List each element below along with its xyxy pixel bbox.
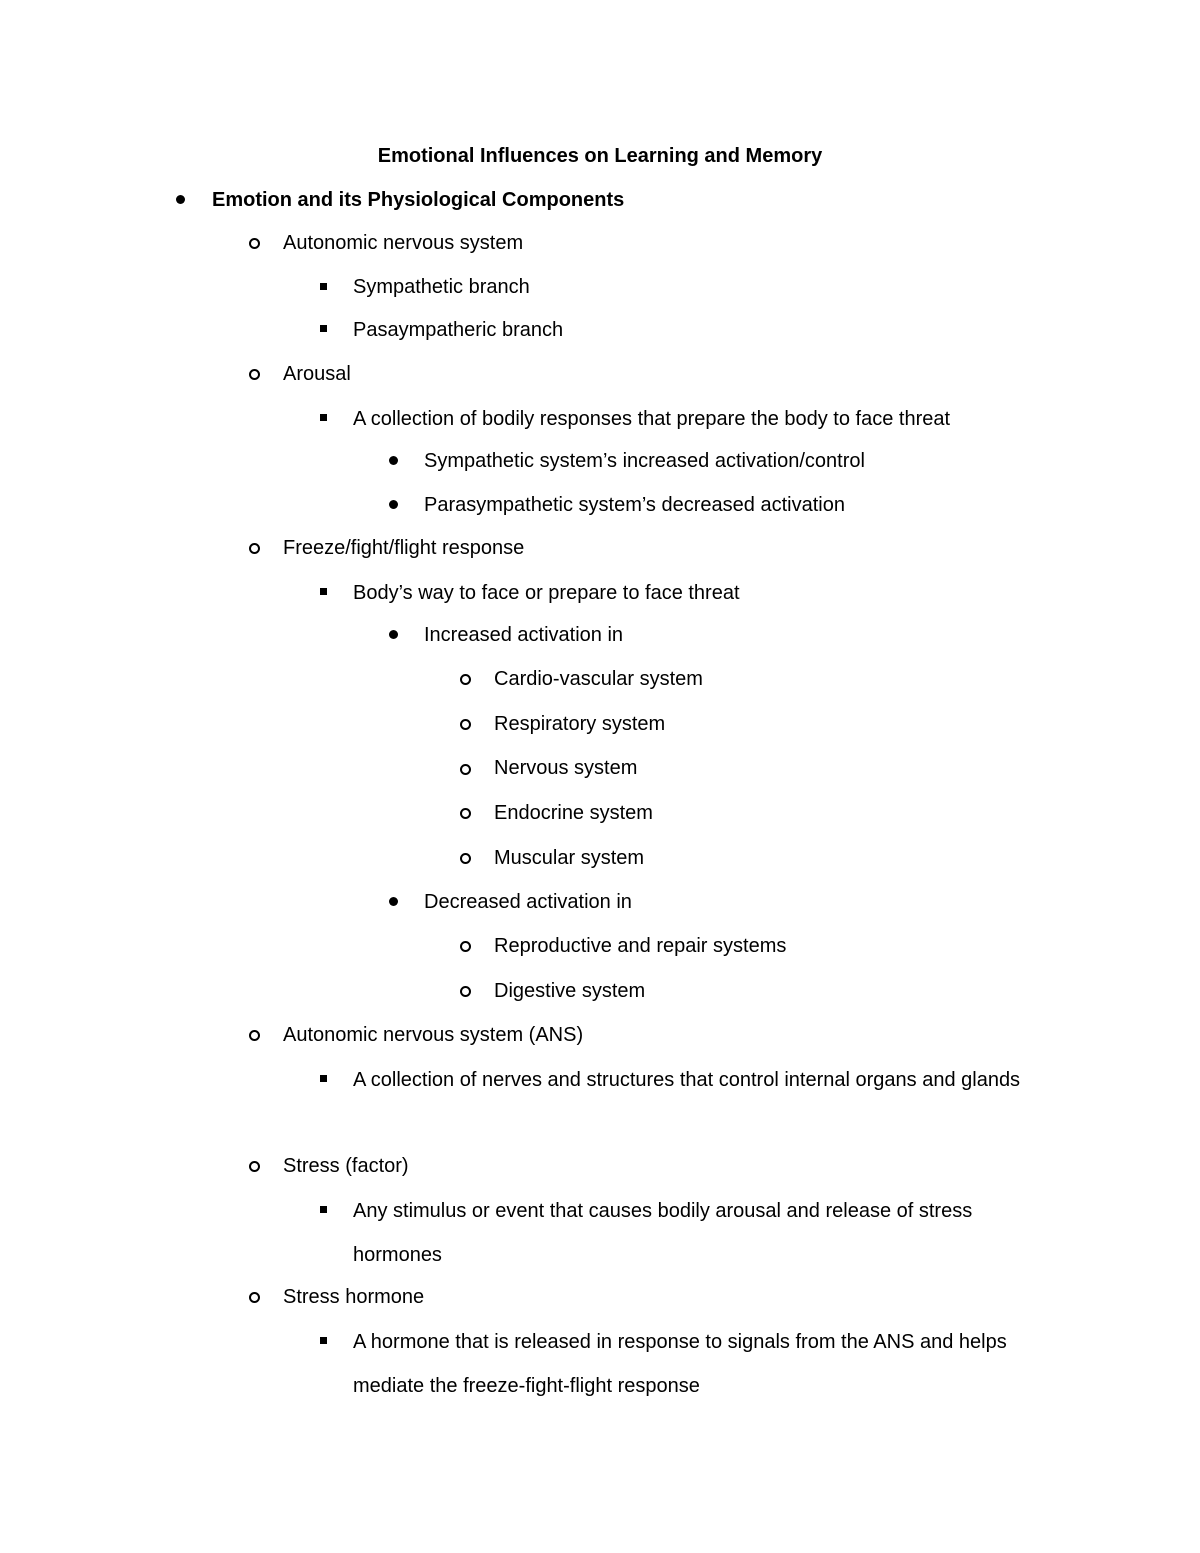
list-item-level-1: Emotion and its Physiological Components: [212, 189, 625, 211]
bullet-circle-icon: [460, 674, 471, 685]
bullet-circle-icon: [460, 853, 471, 864]
list-item-level-5: Cardio-vascular system: [494, 668, 703, 690]
list-item-level-3: A hormone that is released in response to signals from the ANS and helps mediate the freeze-fight-flight response: [353, 1331, 1007, 1397]
list-item-level-2: Freeze/fight/flight response: [283, 537, 525, 559]
list-item-level-2: Arousal: [283, 363, 351, 385]
bullet-circle-icon: [460, 719, 471, 730]
list-item-level-4: Sympathetic system’s increased activation/control: [424, 450, 865, 472]
bullet-circle-icon: [249, 543, 260, 554]
bullet-circle-icon: [249, 1030, 260, 1041]
list-item-level-3: A collection of bodily responses that prepare the body to face threat: [353, 408, 951, 430]
list-item-level-5: Digestive system: [494, 980, 646, 1002]
bullet-circle-icon: [249, 1292, 260, 1303]
bullet-circle-icon: [460, 808, 471, 819]
list-item-level-2: Autonomic nervous system (ANS): [283, 1024, 584, 1046]
list-item-level-2: Autonomic nervous system: [283, 232, 524, 254]
list-item-level-3: A collection of nerves and structures that control internal organs and glands: [353, 1069, 1021, 1091]
list-item-level-5: Respiratory system: [494, 713, 666, 735]
bullet-square-icon: [320, 1337, 327, 1344]
bullet-circle-icon: [249, 369, 260, 380]
list-item-level-4: Parasympathetic system’s decreased activation: [424, 494, 845, 516]
list-item-level-2: Stress (factor): [283, 1155, 409, 1177]
document-title: Emotional Influences on Learning and Memory: [377, 145, 823, 167]
bullet-square-icon: [320, 283, 327, 290]
list-item-level-5: Endocrine system: [494, 802, 653, 824]
bullet-disc-icon: [389, 456, 398, 465]
bullet-square-icon: [320, 414, 327, 421]
list-item-level-3: Sympathetic branch: [353, 276, 530, 298]
bullet-disc-icon: [389, 500, 398, 509]
bullet-square-icon: [320, 325, 327, 332]
list-item-level-4: Decreased activation in: [424, 891, 632, 913]
bullet-square-icon: [320, 1206, 327, 1213]
list-item-level-3: Pasaympatheric branch: [353, 319, 564, 341]
list-item-level-3: Any stimulus or event that causes bodily arousal and release of stress hormones: [353, 1200, 973, 1266]
list-item-level-5: Reproductive and repair systems: [494, 935, 787, 957]
list-item-level-4: Increased activation in: [424, 624, 624, 646]
bullet-square-icon: [320, 588, 327, 595]
list-item-level-5: Nervous system: [494, 757, 638, 779]
bullet-disc-icon: [389, 630, 398, 639]
bullet-disc-icon: [176, 195, 185, 204]
list-item-level-5: Muscular system: [494, 847, 645, 869]
bullet-disc-icon: [389, 897, 398, 906]
bullet-square-icon: [320, 1075, 327, 1082]
list-item-level-3: Body’s way to face or prepare to face threat: [353, 582, 740, 604]
bullet-circle-icon: [460, 941, 471, 952]
bullet-circle-icon: [249, 238, 260, 249]
bullet-circle-icon: [460, 986, 471, 997]
bullet-circle-icon: [249, 1161, 260, 1172]
list-item-level-2: Stress hormone: [283, 1286, 425, 1308]
bullet-circle-icon: [460, 764, 471, 775]
